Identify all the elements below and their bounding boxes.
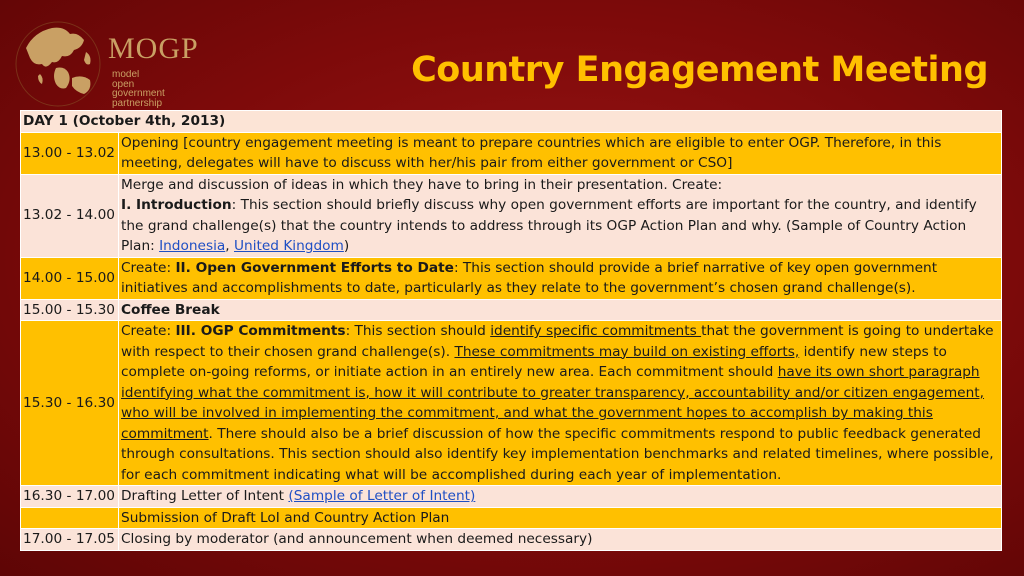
time-cell: 15.30 - 16.30 [21, 321, 119, 486]
table-row [21, 299, 1002, 321]
globe-icon [12, 18, 108, 110]
time-cell [21, 507, 119, 529]
table-row [21, 529, 1002, 551]
description-cell: Create: III. OGP Commitments: This section should identify specific commitments that the government is going to undertake with respect to their chosen grand challenge(s). These commitments may build on existing efforts, identify new steps to complete on-going reforms, or initiate action in an entirely new area. Each commitment should have its own short paragraph identifying what the commitment is, how it will contribute to greater transparency, accountability and/or citizen engagement, who will be involved in implementing the commitment, and what the government hopes to accomplish by making this commitment. There should also be a brief discussion of how the specific commitments respond to public feedback generated through consultations. This section should also identify key implementation benchmarks and related timelines, where possible, for each commitment indicating what will be accomplished during each year of implementation. [119, 321, 1002, 486]
time-cell: 13.00 - 13.02 [21, 132, 119, 174]
table-row [21, 111, 1002, 133]
logo-tagline: model open government partnership [112, 70, 165, 109]
time-cell: 14.00 - 15.00 [21, 257, 119, 299]
link-indonesia[interactable]: Indonesia [159, 238, 226, 254]
table-row [21, 486, 1002, 508]
description-cell: Coffee Break [119, 299, 1002, 321]
table-row [21, 507, 1002, 529]
description-cell: Submission of Draft LoI and Country Action Plan [119, 507, 1002, 529]
table-row [21, 132, 1002, 174]
time-cell: 17.00 - 17.05 [21, 529, 119, 551]
time-cell: 15.00 - 15.30 [21, 299, 119, 321]
schedule-table [20, 110, 1002, 551]
table-row [21, 174, 1002, 257]
day-header: DAY 1 (October 4th, 2013) [21, 111, 1002, 133]
description-cell: Merge and discussion of ideas in which they have to bring in their presentation. Create: I. Introduction: This section should briefly discuss why open government efforts are important for the country, and identify the grand challenge(s) that the country intends to address through its OGP Action Plan and why. (Sample of Country Action Plan: Indonesia, United Kingdom) [119, 174, 1002, 257]
time-cell: 16.30 - 17.00 [21, 486, 119, 508]
description-cell: Closing by moderator (and announcement when deemed necessary) [119, 529, 1002, 551]
link-united-kingdom[interactable]: United Kingdom [234, 238, 344, 254]
table-row [21, 257, 1002, 299]
description-cell: Drafting Letter of Intent (Sample of Letter of Intent) [119, 486, 1002, 508]
logo-wordmark: MOGP [108, 32, 199, 65]
mogp-logo [12, 18, 222, 110]
page-title: Country Engagement Meeting [411, 50, 988, 90]
description-cell: Opening [country engagement meeting is meant to prepare countries which are eligible to enter OGP. Therefore, in this meeting, delegates will have to discuss with her/his pair from either government or CSO] [119, 132, 1002, 174]
table-row [21, 321, 1002, 486]
link-sample-letter-of-intent[interactable]: (Sample of Letter of Intent) [288, 488, 476, 504]
description-cell: Create: II. Open Government Efforts to Date: This section should provide a brief narrative of key open government initiatives and accomplishments to date, particularly as they relate to the government’s chosen grand challenge(s). [119, 257, 1002, 299]
time-cell: 13.02 - 14.00 [21, 174, 119, 257]
